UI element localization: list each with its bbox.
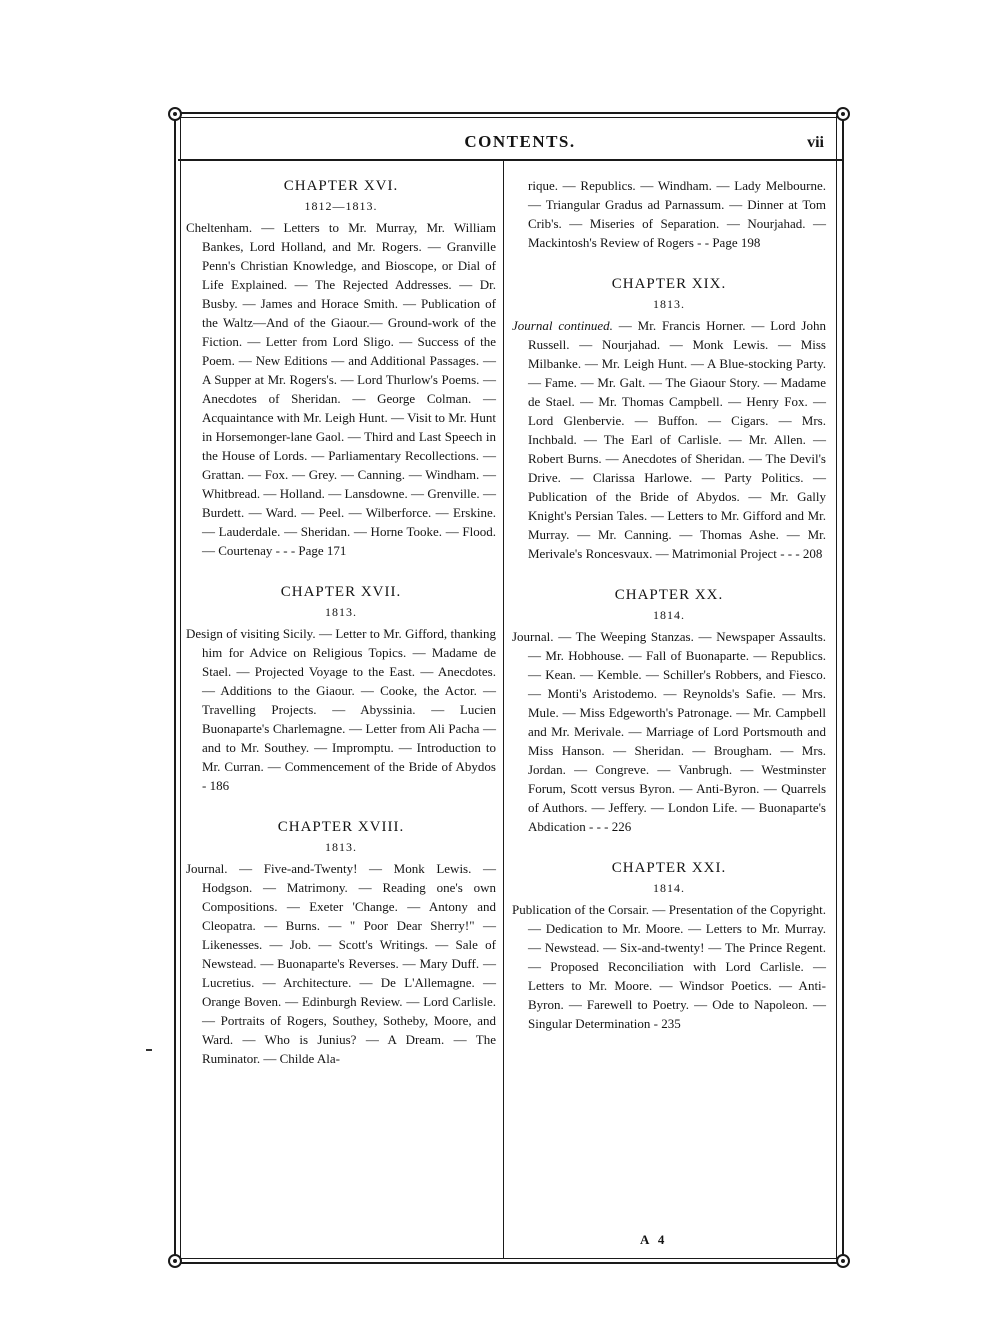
page-number: vii [807, 134, 824, 151]
summary-text: — Mr. Francis Horner. — Lord John Russell. — Nourjahad. — Monk Lewis. — Miss Milbanke. — Mr. Leigh Hunt. — A Blue-stocking Party. — Fame. — Mr. Galt. — The Giaour Story. — Madame de Stael. — Mr. Thomas Campbell. — Henry Fox. — Lord Glenbervie. — Buffon. — Cigars. — Mrs. Inchbald. — The Earl of Carlisle. — Mr. Allen. — Robert Burns. — Anecdotes of Sheridan. — The Devil's Drive. — Clarissa Harlowe. — Party Politics. — Publication of the Bride of Abydos. — Mr. Gally Knight's Persian Tales. — Letters to Mr. Gifford and Mr. Murray. — Mr. Canning. — Thomas Ashe. — Mr. Merivale's Roncesvaux. — Matrimonial Project [528, 318, 826, 561]
chapter-year: 1813. [325, 605, 357, 619]
chapter-year: 1813. [653, 297, 685, 311]
chapter-year: 1813. [325, 840, 357, 854]
summary-text: Journal. — Five-and-Twenty! — Monk Lewis. — Hodgson. — Matrimony. — Reading one's own Compositions. — Exeter 'Change. — Antony and Cleopatra. — Burns. — " Poor Dear Sherry!" — Likenesses. — Job. — Scott's Writings. — Sale of Newstead. — Buonaparte's Reverses. — Mary Duff. — Lucretius. — Architecture. — De L'Allemagne. — Orange Boven. — Edinburgh Review. — Lord Carlisle. — Portraits of Rogers, Southey, Sotheby, Moore, and Ward. — Who is Junius? — A Dream. — The Ruminator. — Childe Ala- [186, 861, 496, 1066]
header-rule [178, 159, 842, 161]
chapter-xix [512, 274, 826, 563]
chapter-summary [186, 624, 496, 795]
chapter-xvi [186, 176, 496, 560]
margin-dash-mark [146, 1049, 152, 1051]
top-rule-inner [178, 117, 842, 118]
chapter-summary [512, 627, 826, 836]
bottom-rule-inner [178, 1262, 842, 1264]
running-header-title: CONTENTS. [464, 132, 576, 151]
page-reference: - 235 [653, 1016, 681, 1031]
chapter-heading: CHAPTER XIX. [611, 276, 727, 292]
chapter-year: 1812—1813. [304, 199, 378, 213]
chapter-heading: CHAPTER XVII. [280, 584, 402, 600]
chapter-xviii [186, 817, 496, 1068]
page-reference: - - - 208 [780, 546, 823, 561]
chapter-heading: CHAPTER XVIII. [277, 819, 405, 835]
page-reference: - 186 [202, 778, 230, 793]
chapter-heading: CHAPTER XVI. [283, 178, 399, 194]
chapter-xx [512, 585, 826, 836]
summary-lead-in: Journal continued. [512, 318, 613, 333]
chapter-summary-continued [512, 176, 826, 252]
summary-text: rique. — Republics. — Windham. — Lady Melbourne. — Triangular Gradus ad Parnassum. — Dinner at Tom Crib's. — Miseries of Separation. — Nourjahad. — Mackintosh's Review of Rogers [528, 178, 826, 250]
printer-signature-mark: A 4 [640, 1232, 668, 1247]
summary-text: Design of visiting Sicily. — Letter to Mr. Gifford, thanking him for Advice on Religious Topics. — Madame de Stael. — Projected Voyage to the East. — Anecdotes. — Additions to the Giaour. — Cooke, the Actor. — Travelling Projects. — Abyssinia. — Lucien Buonaparte's Charlemagne. — Letter from Ali Pacha — and to Mr. Southey. — Impromptu. — Introduction to Mr. Curran. — Commencement of the Bride of Abydos [186, 626, 496, 774]
top-rule-outer [178, 112, 842, 114]
left-rule-outer [174, 116, 176, 1259]
corner-ornament-bottom-left [168, 1254, 182, 1268]
left-column [186, 176, 496, 1068]
summary-text: Publication of the Corsair. — Presentation of the Copyright. — Dedication to Mr. Moore. — Letters to Mr. Murray. — Newstead. — Six-and-twenty! — The Prince Regent. — Proposed Reconciliation with Lord Carlisle. — Letters to Mr. Moore. — Windsor Poetics. — Anti-Byron. — Farewell to Poetry. — Ode to Napoleon. — Singular Determination [512, 902, 826, 1031]
corner-ornament-bottom-right [836, 1254, 850, 1268]
chapter-summary [512, 900, 826, 1033]
chapter-heading: CHAPTER XX. [614, 587, 724, 603]
left-rule-inner [180, 116, 181, 1259]
page-reference: - - Page 198 [697, 235, 761, 250]
right-rule-outer [842, 116, 844, 1259]
chapter-year: 1814. [653, 881, 685, 895]
column-divider [503, 161, 504, 1258]
chapter-heading: CHAPTER XXI. [611, 860, 727, 876]
chapter-summary [186, 859, 496, 1068]
chapter-summary [512, 316, 826, 563]
chapter-year: 1814. [653, 608, 685, 622]
summary-text: Cheltenham. — Letters to Mr. Murray, Mr. William Bankes, Lord Holland, and Mr. Rogers. — Granville Penn's Christian Knowledge, and Bioscope, or Dial of Life Explained. — The Rejected Addresses. — Dr. Busby. — James and Horace Smith. — Publication of the Waltz—And of the Giaour.— Ground-work of the Fiction. — Letter from Lord Sligo. — Success of the Poem. — New Editions — and Additional Passages. — A Supper at Mr. Rogers's. — Lord Thurlow's Poems. — Anecdotes of Sheridan. — George Colman. — Acquaintance with Mr. Leigh Hunt. — Visit to Mr. Hunt in Horsemonger-lane Gaol. — Third and Last Speech in the House of Lords. — Parliamentary Recollections. — Grattan. — Fox. — Grey. — Canning. — Windham. — Whitbread. — Holland. — Lansdowne. — Grenville. — Burdett. — Ward. — Peel. — Wilberforce. — Erskine. — Lauderdale. — Sheridan. — Horne Tooke. — Flood. — Courtenay [186, 220, 496, 558]
chapter-xvii [186, 582, 496, 795]
right-column [512, 176, 826, 1033]
page-reference: - - - Page 171 [275, 543, 347, 558]
bottom-rule-outer [178, 1258, 842, 1259]
chapter-summary [186, 218, 496, 560]
page-reference: - - - 226 [589, 819, 632, 834]
chapter-xxi [512, 858, 826, 1033]
right-rule-inner [836, 116, 837, 1259]
corner-ornament-top-right [836, 107, 850, 121]
corner-ornament-top-left [168, 107, 182, 121]
summary-text: Journal. — The Weeping Stanzas. — Newspaper Assaults. — Mr. Hobhouse. — Fall of Buonaparte. — Republics. — Kean. — Kemble. — Schiller's Robbers, and Fiesco. — Monti's Aristodemo. — Reynolds's Safie. — Mrs. Mule. — Miss Edgeworth's Patronage. — Mr. Campbell and Mr. Merivale. — Marriage of Lord Portsmouth and Miss Hanson. — Sheridan. — Brougham. — Mrs. Jordan. — Congreve. — Vanbrugh. — Westminster Forum, Scott versus Byron. — Anti-Byron. — Quarrels of Authors. — Jeffery. — London Life. — Buonaparte's Abdication [512, 629, 826, 834]
